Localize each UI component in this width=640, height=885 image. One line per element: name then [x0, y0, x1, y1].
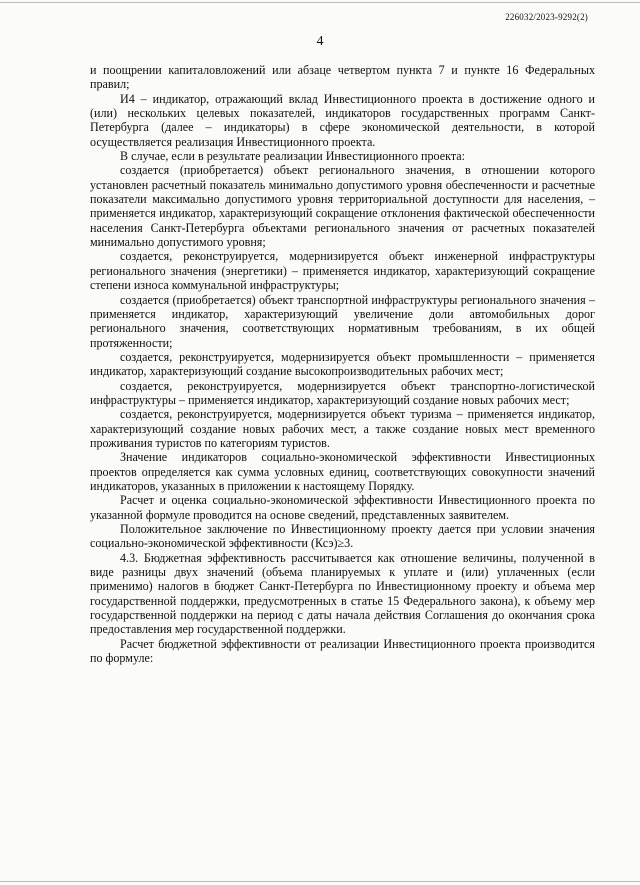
document-body: [90, 63, 595, 665]
page-number: 4: [316, 34, 324, 49]
paragraph: Положительное заключение по Инвестиционному проекту дается при условии значения социально-экономической эффективности (Ксэ)≥3.: [90, 522, 595, 551]
paragraph: В случае, если в результате реализации Инвестиционного проекта:: [120, 149, 465, 164]
paragraph: создается, реконструируется, модернизируется объект инженерной инфраструктуры регионального значения (энергетики) – применяется индикатор, характеризующий сокращение степени износа коммунальной инфраструктуры;: [90, 249, 595, 293]
paragraph: создается (приобретается) объект регионального значения, в отношении которого установлен расчетный показатель минимально допустимого уровня обеспеченности и расчетные показатели максимально допустимого уровня территориальной доступности для населения, – применяется индикатор, характеризующий сокращение отклонения фактической обеспеченности населения Санкт-Петербурга объектами регионального значения от расчетных показателей минимально допустимого уровня;: [90, 163, 595, 250]
paragraph: И4 – индикатор, отражающий вклад Инвестиционного проекта в достижение одного и (или) нескольких целевых показателей, индикаторов государственных программ Санкт-Петербурга (далее – индикаторы) в сфере экономической деятельности, в которой осуществляется реализация Инвестиционного проекта.: [90, 91, 595, 149]
paragraph: создается, реконструируется, модернизируется объект туризма – применяется индикатор, характеризующий создание новых рабочих мест, а также создание новых мест временного проживания туристов по категориям туристов.: [90, 407, 595, 450]
scan-edge-top: [0, 2, 640, 3]
document-number: 226032/2023-9292(2): [505, 12, 588, 22]
paragraph: Значение индикаторов социально-экономической эффективности Инвестиционных проектов определяется как сумма условных единиц, соответствующих совокупности значений индикаторов, указанных в приложении к настоящему Порядку.: [90, 450, 595, 493]
paragraph: создается, реконструируется, модернизируется объект транспортно-логистической инфраструктуры – применяется индикатор, характеризующий создание новых рабочих мест;: [90, 378, 595, 407]
paragraph: и поощрении капиталовложений или абзаце четвертом пункта 7 и пункте 16 Федеральных правил;: [90, 63, 595, 92]
scan-edge-bottom: [0, 881, 640, 882]
paragraph: создается (приобретается) объект транспортной инфраструктуры регионального значения – применяется индикатор, характеризующий увеличение доли автомобильных дорог регионального значения, соответствующих нормативным требованиям, в их общей протяженности;: [90, 292, 595, 350]
paragraph: Расчет бюджетной эффективности от реализации Инвестиционного проекта производится по формуле:: [90, 636, 595, 666]
paragraph: создается, реконструируется, модернизируется объект промышленности – применяется индикатор, характеризующий создание высокопроизводительных рабочих мест;: [90, 349, 595, 379]
paragraph: 4.3. Бюджетная эффективность рассчитывается как отношение величины, полученной в виде разницы двух значений (объема планируемых к уплате и (или) уплаченных (если применимо) налогов в бюджет Санкт-Петербурга по Инвестиционному проекту и объема мер государственной поддержки, предусмотренных в статье 15 Федерального закона), к объему мер государственной поддержки на период с даты начала действия Соглашения до окончания срока предоставления мер государственной поддержки.: [90, 550, 595, 637]
paragraph: Расчет и оценка социально-экономической эффективности Инвестиционного проекта по указанной формуле проводится на основе сведений, представленных заявителем.: [90, 493, 595, 522]
